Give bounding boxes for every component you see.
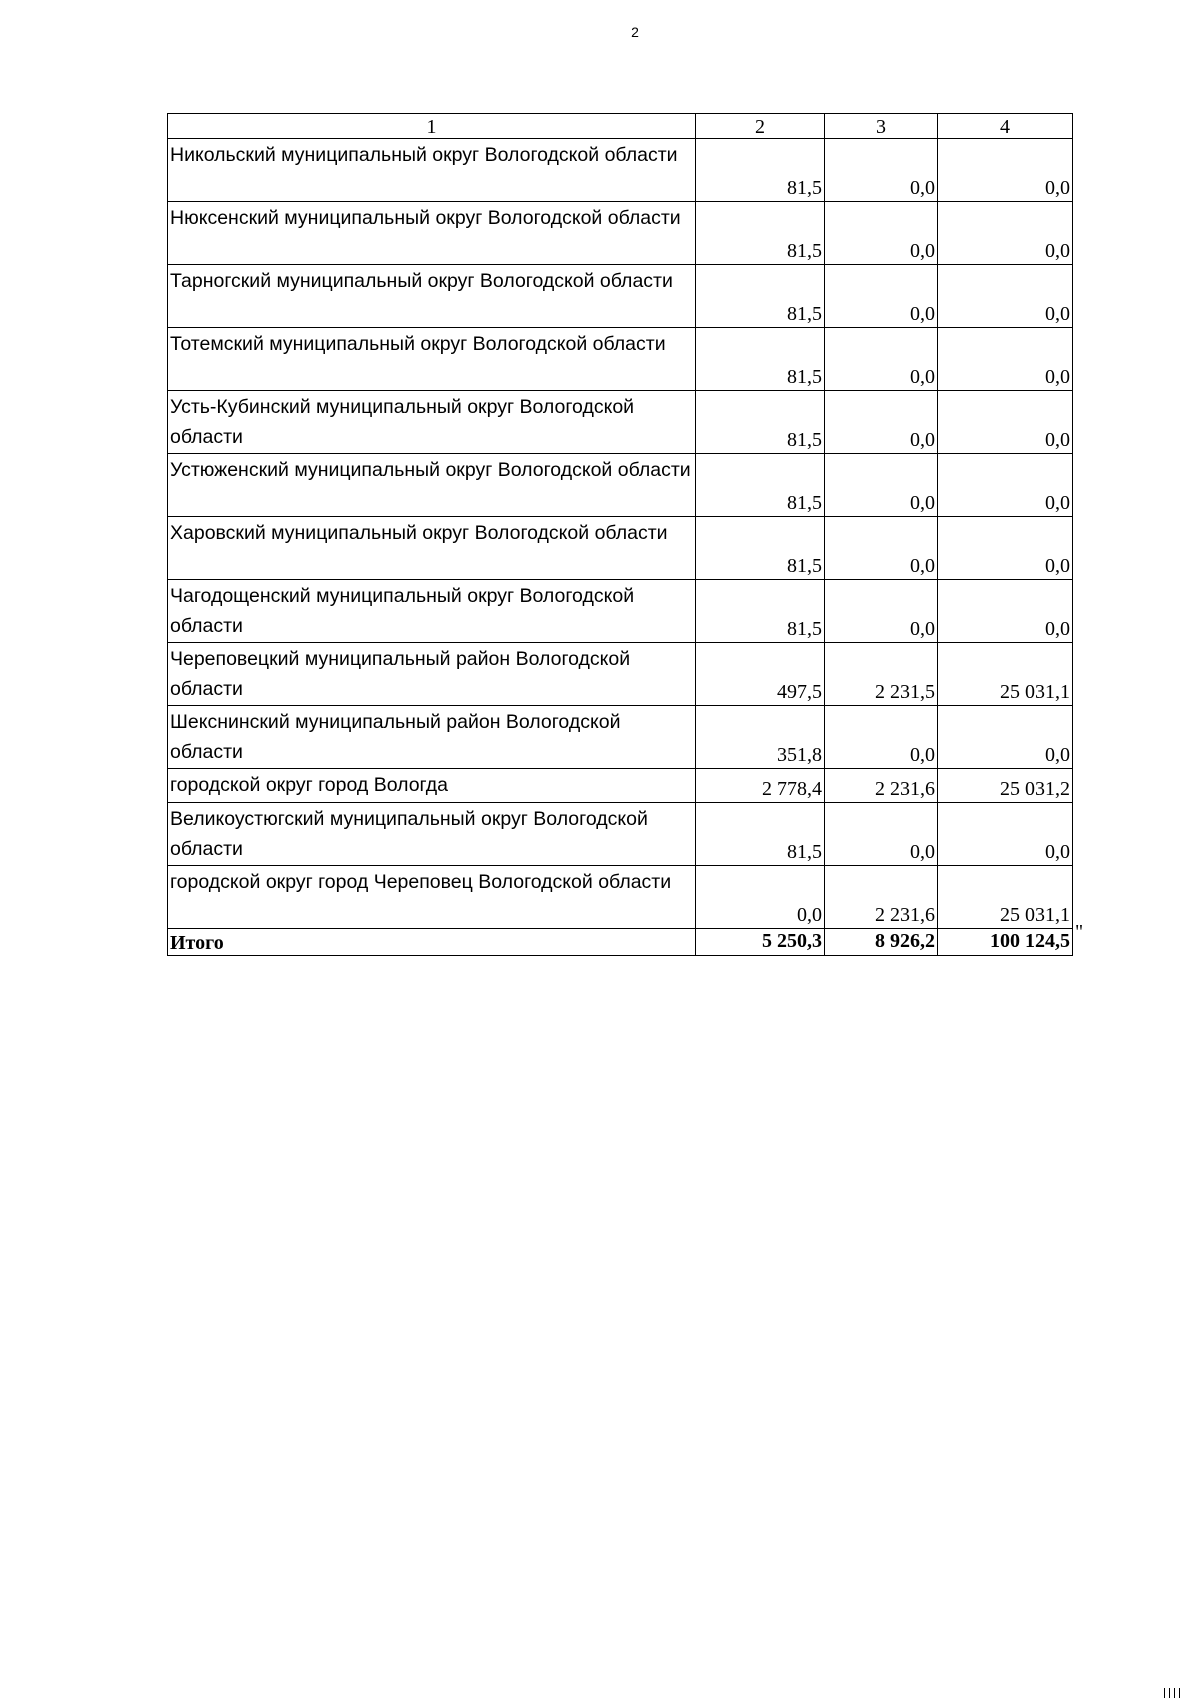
value-col-2: 81,5 xyxy=(696,391,825,454)
closing-quote-mark: " xyxy=(1075,921,1084,943)
municipality-name: Усть-Кубинский муниципальный округ Вологодской области xyxy=(168,391,696,454)
value-col-3: 0,0 xyxy=(825,803,938,866)
value-col-4: 0,0 xyxy=(938,706,1073,769)
value-col-2: 0,0 xyxy=(696,866,825,929)
page-number: 2 xyxy=(631,24,639,40)
municipality-name: Никольский муниципальный округ Вологодской области xyxy=(168,139,696,202)
value-col-4: 25 031,1 xyxy=(938,866,1073,929)
table-row xyxy=(168,139,1073,202)
value-col-4: 0,0 xyxy=(938,580,1073,643)
value-col-4: 0,0 xyxy=(938,517,1073,580)
table-row xyxy=(168,769,1073,803)
municipality-name: городской округ город Череповец Вологодской области xyxy=(168,866,696,929)
total-row xyxy=(168,929,1073,956)
table-row xyxy=(168,328,1073,391)
value-col-3: 0,0 xyxy=(825,391,938,454)
value-col-3: 0,0 xyxy=(825,517,938,580)
allocation-table xyxy=(167,113,1073,956)
table-row xyxy=(168,643,1073,706)
value-col-2: 351,8 xyxy=(696,706,825,769)
value-col-2: 81,5 xyxy=(696,803,825,866)
value-col-2: 81,5 xyxy=(696,328,825,391)
total-col-2: 5 250,3 xyxy=(696,929,825,956)
column-header-3: 3 xyxy=(825,114,938,139)
municipality-name: Чагодощенский муниципальный округ Вологодской области xyxy=(168,580,696,643)
value-col-3: 0,0 xyxy=(825,202,938,265)
value-col-4: 25 031,1 xyxy=(938,643,1073,706)
value-col-4: 0,0 xyxy=(938,202,1073,265)
value-col-3: 2 231,6 xyxy=(825,866,938,929)
table-row xyxy=(168,803,1073,866)
table-header-row xyxy=(168,114,1073,139)
value-col-2: 81,5 xyxy=(696,454,825,517)
municipality-name: Харовский муниципальный округ Вологодской области xyxy=(168,517,696,580)
table-row xyxy=(168,265,1073,328)
column-header-4: 4 xyxy=(938,114,1073,139)
value-col-4: 0,0 xyxy=(938,454,1073,517)
value-col-2: 81,5 xyxy=(696,265,825,328)
municipality-name: Нюксенский муниципальный округ Вологодской области xyxy=(168,202,696,265)
value-col-4: 0,0 xyxy=(938,328,1073,391)
value-col-2: 81,5 xyxy=(696,139,825,202)
value-col-3: 0,0 xyxy=(825,580,938,643)
value-col-2: 497,5 xyxy=(696,643,825,706)
value-col-4: 0,0 xyxy=(938,139,1073,202)
value-col-3: 0,0 xyxy=(825,139,938,202)
table-row xyxy=(168,202,1073,265)
table-row xyxy=(168,580,1073,643)
table-row xyxy=(168,517,1073,580)
value-col-2: 2 778,4 xyxy=(696,769,825,803)
table-row xyxy=(168,454,1073,517)
value-col-3: 0,0 xyxy=(825,265,938,328)
value-col-3: 2 231,6 xyxy=(825,769,938,803)
municipality-name: Устюженский муниципальный округ Вологодской области xyxy=(168,454,696,517)
scan-registration-marks xyxy=(1164,1685,1192,1695)
table-row xyxy=(168,391,1073,454)
municipality-name: Тарногский муниципальный округ Вологодской области xyxy=(168,265,696,328)
municipality-name: Шекснинский муниципальный район Вологодской области xyxy=(168,706,696,769)
column-header-1: 1 xyxy=(168,114,696,139)
table-row xyxy=(168,866,1073,929)
total-col-4: 100 124,5 xyxy=(938,929,1073,956)
table-row xyxy=(168,706,1073,769)
total-label: Итого xyxy=(168,929,696,956)
value-col-2: 81,5 xyxy=(696,202,825,265)
value-col-4: 0,0 xyxy=(938,803,1073,866)
municipality-name: городской округ город Вологда xyxy=(168,769,696,803)
value-col-4: 25 031,2 xyxy=(938,769,1073,803)
value-col-4: 0,0 xyxy=(938,391,1073,454)
municipality-name: Великоустюгский муниципальный округ Вологодской области xyxy=(168,803,696,866)
municipality-name: Череповецкий муниципальный район Вологодской области xyxy=(168,643,696,706)
column-header-2: 2 xyxy=(696,114,825,139)
value-col-3: 0,0 xyxy=(825,454,938,517)
value-col-3: 0,0 xyxy=(825,328,938,391)
municipality-name: Тотемский муниципальный округ Вологодской области xyxy=(168,328,696,391)
value-col-3: 2 231,5 xyxy=(825,643,938,706)
value-col-4: 0,0 xyxy=(938,265,1073,328)
value-col-2: 81,5 xyxy=(696,580,825,643)
value-col-3: 0,0 xyxy=(825,706,938,769)
total-col-3: 8 926,2 xyxy=(825,929,938,956)
value-col-2: 81,5 xyxy=(696,517,825,580)
